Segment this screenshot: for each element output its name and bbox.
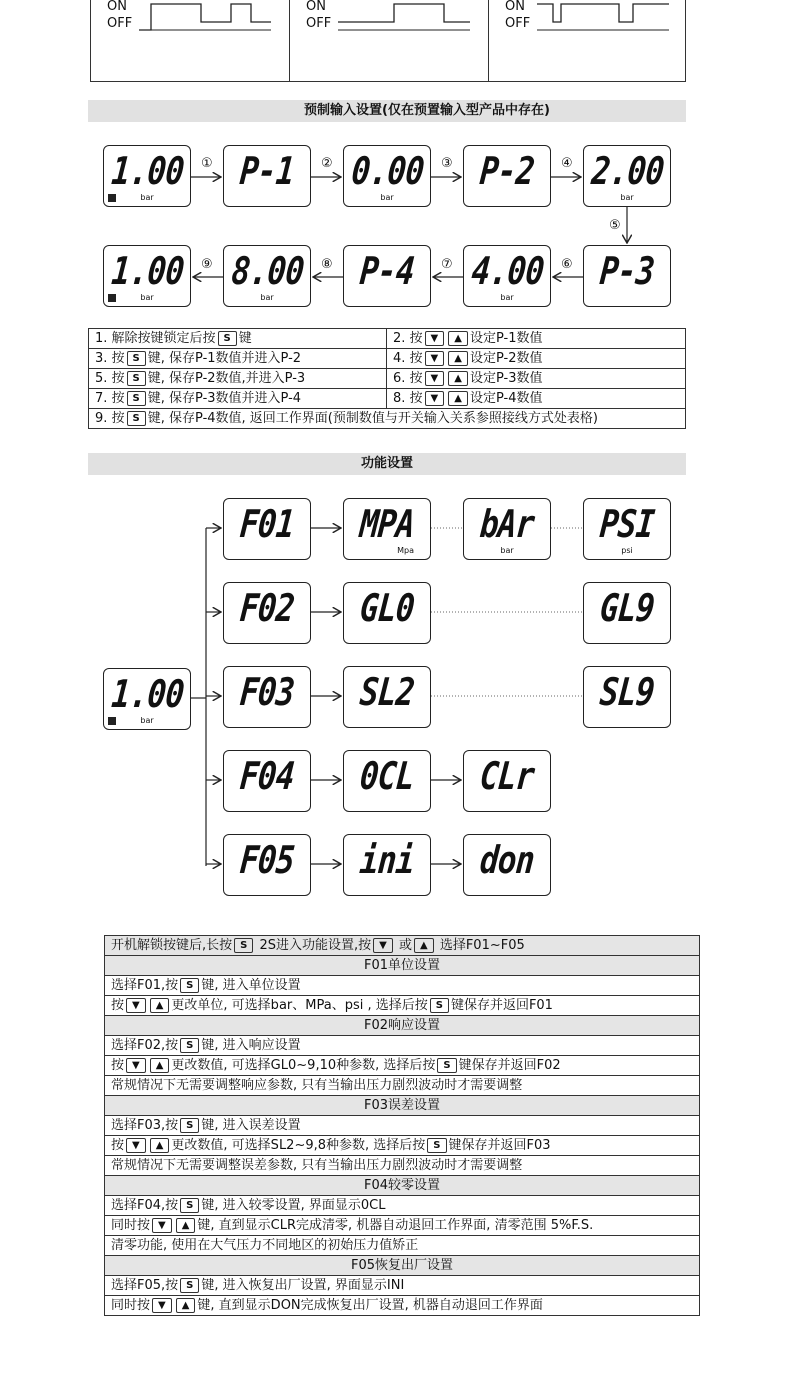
lcd-value: F03 xyxy=(238,670,296,714)
lcd-value: F05 xyxy=(238,838,296,882)
key-down-icon: ▼ xyxy=(425,351,445,366)
lcd-unit: bar xyxy=(500,546,514,555)
step-7: ⑦ xyxy=(441,257,453,272)
lcd-unit: bar xyxy=(140,193,154,202)
preset-flow-arrows xyxy=(0,0,790,330)
table-cell: 选择F01,按 S 键, 进入单位设置 xyxy=(105,976,700,996)
table-cell: F03误差设置 xyxy=(105,1096,700,1116)
table-cell: 常规情况下无需要调整误差参数, 只有当输出压力剧烈波动时才需要调整 xyxy=(105,1156,700,1176)
table-row xyxy=(105,1116,700,1136)
table-cell: 同时按 ▼ ▲ 键, 直到显示CLR完成清零, 机器自动退回工作界面, 清零范围 5%F.S. xyxy=(105,1216,700,1236)
step-5: ⑤ xyxy=(609,218,621,233)
step-8: ⑧ xyxy=(321,257,333,272)
lcd-value: ini xyxy=(358,838,416,882)
key-down-icon: ▼ xyxy=(152,1298,172,1313)
lcd-value: 0.00 xyxy=(349,149,426,193)
table-row xyxy=(105,1136,700,1156)
table-row xyxy=(89,369,686,389)
table-cell: 2. 按 ▼ ▲ 设定P-1数值 xyxy=(387,329,686,349)
key-down-icon: ▼ xyxy=(425,391,445,406)
off-label: OFF xyxy=(306,16,332,31)
table-row xyxy=(105,1056,700,1076)
key-s-icon: S xyxy=(127,411,146,426)
key-down-icon: ▼ xyxy=(126,1058,146,1073)
lcd-unit: bar xyxy=(140,716,154,725)
step-3: ③ xyxy=(441,156,453,171)
key-up-icon: ▲ xyxy=(448,371,468,386)
key-s-icon: S xyxy=(127,351,146,366)
table-row xyxy=(89,389,686,409)
table-row xyxy=(105,1236,700,1256)
table-cell: 选择F03,按 S 键, 进入误差设置 xyxy=(105,1116,700,1136)
lcd-value: P-3 xyxy=(598,249,656,293)
lcd-value: 4.00 xyxy=(469,249,546,293)
key-up-icon: ▲ xyxy=(176,1218,196,1233)
lcd-value: GL9 xyxy=(598,586,656,630)
key-up-icon: ▲ xyxy=(414,938,434,953)
table-cell: 选择F04,按 S 键, 进入较零设置, 界面显示0CL xyxy=(105,1196,700,1216)
preset-section-title: 预制输入设置(仅在预置输入型产品中存在) xyxy=(88,100,686,122)
lcd-unit: bar xyxy=(500,293,514,302)
lcd-value: SL2 xyxy=(358,670,416,714)
table-cell: 开机解锁按键后,长按 S 2S进入功能设置,按 ▼ 或 ▲ 选择F01~F05 xyxy=(105,936,700,956)
key-s-icon: S xyxy=(180,978,199,993)
key-up-icon: ▲ xyxy=(448,331,468,346)
key-s-icon: S xyxy=(127,371,146,386)
key-up-icon: ▲ xyxy=(448,351,468,366)
lcd-unit: bar xyxy=(620,193,634,202)
lcd-value: 8.00 xyxy=(229,249,306,293)
lcd-value: CLr xyxy=(478,754,536,798)
lcd-value: F04 xyxy=(238,754,296,798)
on-label: ON xyxy=(306,0,326,14)
step-4: ④ xyxy=(561,156,573,171)
table-row xyxy=(105,1176,700,1196)
lcd-value: 1.00 xyxy=(109,149,186,193)
step-2: ② xyxy=(321,156,333,171)
table-cell: F05恢复出厂设置 xyxy=(105,1256,700,1276)
table-cell: 选择F05,按 S 键, 进入恢复出厂设置, 界面显示INI xyxy=(105,1276,700,1296)
table-cell: F02响应设置 xyxy=(105,1016,700,1036)
key-up-icon: ▲ xyxy=(150,998,170,1013)
table-row xyxy=(105,1156,700,1176)
table-cell: 常规情况下无需要调整响应参数, 只有当输出压力剧烈波动时才需要调整 xyxy=(105,1076,700,1096)
lcd-value: don xyxy=(478,838,536,882)
key-down-icon: ▼ xyxy=(126,998,146,1013)
table-cell: F04较零设置 xyxy=(105,1176,700,1196)
preset-steps-table xyxy=(88,328,686,429)
lcd-value: 2.00 xyxy=(589,149,666,193)
function-settings-table xyxy=(104,935,700,1316)
key-up-icon: ▲ xyxy=(150,1058,170,1073)
table-cell: 按 ▼ ▲ 更改数值, 可选择SL2~9,8种参数, 选择后按 S 键保存并返回F03 xyxy=(105,1136,700,1156)
table-cell: 4. 按 ▼ ▲ 设定P-2数值 xyxy=(387,349,686,369)
table-cell: 选择F02,按 S 键, 进入响应设置 xyxy=(105,1036,700,1056)
key-down-icon: ▼ xyxy=(373,938,393,953)
lcd-value: 1.00 xyxy=(109,249,186,293)
table-row xyxy=(105,1256,700,1276)
lcd-unit: psi xyxy=(621,546,633,555)
table-cell: 清零功能, 使用在大气压力不同地区的初始压力值矫正 xyxy=(105,1236,700,1256)
function-flow-arrows xyxy=(0,480,790,910)
on-label: ON xyxy=(505,0,525,14)
key-down-icon: ▼ xyxy=(126,1138,146,1153)
lcd-value: P-4 xyxy=(358,249,416,293)
key-s-icon: S xyxy=(180,1198,199,1213)
table-cell: 6. 按 ▼ ▲ 设定P-3数值 xyxy=(387,369,686,389)
key-s-icon: S xyxy=(180,1038,199,1053)
key-s-icon: S xyxy=(218,331,237,346)
lcd-value: 1.00 xyxy=(109,672,186,716)
table-cell: 8. 按 ▼ ▲ 设定P-4数值 xyxy=(387,389,686,409)
key-down-icon: ▼ xyxy=(425,371,445,386)
off-label: OFF xyxy=(505,16,531,31)
key-up-icon: ▲ xyxy=(150,1138,170,1153)
lcd-value: MPA xyxy=(358,502,416,546)
table-cell: F01单位设置 xyxy=(105,956,700,976)
table-cell: 按 ▼ ▲ 更改单位, 可选择bar、MPa、psi , 选择后按 S 键保存并返回F01 xyxy=(105,996,700,1016)
lcd-value: PSI xyxy=(598,502,656,546)
key-s-icon: S xyxy=(180,1118,199,1133)
table-row xyxy=(105,996,700,1016)
function-section-title: 功能设置 xyxy=(88,453,686,475)
lcd-unit: bar xyxy=(140,293,154,302)
key-down-icon: ▼ xyxy=(425,331,445,346)
table-row xyxy=(105,1016,700,1036)
table-row xyxy=(105,936,700,956)
table-cell: 3. 按 S 键, 保存P-1数值并进入P-2 xyxy=(89,349,387,369)
step-1: ① xyxy=(201,156,213,171)
table-row xyxy=(89,409,686,429)
table-row xyxy=(105,1076,700,1096)
key-s-icon: S xyxy=(427,1138,446,1153)
lcd-value: F01 xyxy=(238,502,296,546)
table-row xyxy=(105,1276,700,1296)
lcd-unit: Mpa xyxy=(397,546,414,555)
table-cell: 同时按 ▼ ▲ 键, 直到显示DON完成恢复出厂设置, 机器自动退回工作界面 xyxy=(105,1296,700,1316)
lcd-value: P-1 xyxy=(238,149,296,193)
table-row xyxy=(89,329,686,349)
table-cell: 9. 按 S 键, 保存P-4数值, 返回工作界面(预制数值与开关输入关系参照接线方式处表格) xyxy=(89,409,686,429)
key-s-icon: S xyxy=(234,938,253,953)
key-s-icon: S xyxy=(180,1278,199,1293)
table-row xyxy=(89,349,686,369)
key-s-icon: S xyxy=(127,391,146,406)
key-s-icon: S xyxy=(437,1058,456,1073)
lcd-unit: bar xyxy=(260,293,274,302)
table-row xyxy=(105,956,700,976)
table-cell: 1. 解除按键锁定后按 S 键 xyxy=(89,329,387,349)
lcd-value: SL9 xyxy=(598,670,656,714)
table-row xyxy=(105,1216,700,1236)
lcd-value: P-2 xyxy=(478,149,536,193)
on-label: ON xyxy=(107,0,127,14)
key-s-icon: S xyxy=(430,998,449,1013)
key-up-icon: ▲ xyxy=(176,1298,196,1313)
table-row xyxy=(105,1036,700,1056)
table-row xyxy=(105,1196,700,1216)
lcd-value: bAr xyxy=(478,502,536,546)
lcd-value: F02 xyxy=(238,586,296,630)
key-down-icon: ▼ xyxy=(152,1218,172,1233)
table-cell: 5. 按 S 键, 保存P-2数值,并进入P-3 xyxy=(89,369,387,389)
table-row xyxy=(105,1096,700,1116)
step-6: ⑥ xyxy=(561,257,573,272)
key-up-icon: ▲ xyxy=(448,391,468,406)
lcd-unit: bar xyxy=(380,193,394,202)
off-label: OFF xyxy=(107,16,133,31)
lcd-value: 0CL xyxy=(358,754,416,798)
table-row xyxy=(105,976,700,996)
step-9: ⑨ xyxy=(201,257,213,272)
lcd-value: GL0 xyxy=(358,586,416,630)
table-cell: 7. 按 S 键, 保存P-3数值并进入P-4 xyxy=(89,389,387,409)
table-cell: 按 ▼ ▲ 更改数值, 可选择GL0~9,10种参数, 选择后按 S 键保存并返回F02 xyxy=(105,1056,700,1076)
table-row xyxy=(105,1296,700,1316)
